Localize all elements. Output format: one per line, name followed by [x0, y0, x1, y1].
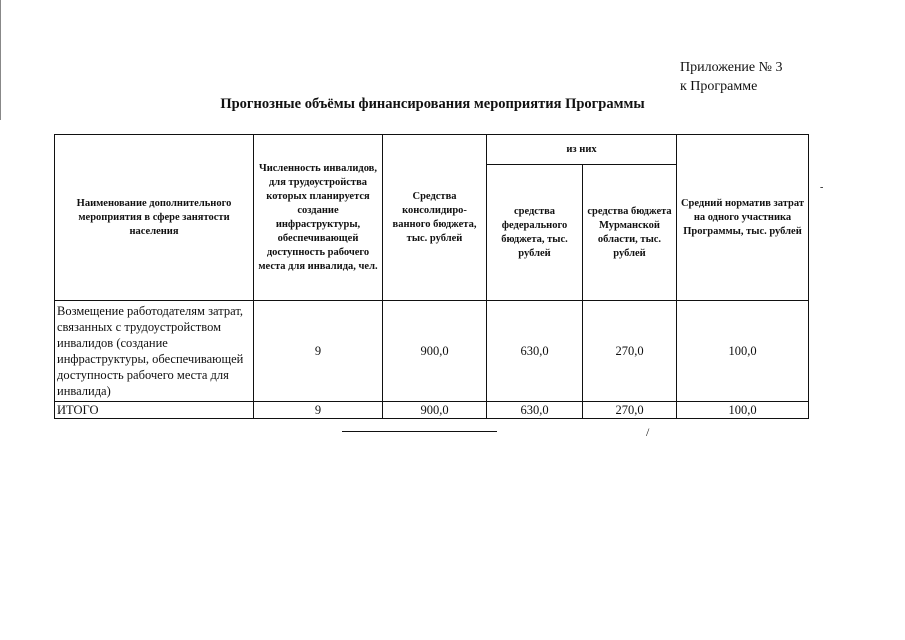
total-label: ИТОГО	[55, 402, 254, 419]
appendix-program-ref: к Программе	[680, 79, 758, 94]
header-row-top	[55, 135, 809, 165]
header-regional: средства бюджета Мурманской области, тыс. рублей	[583, 165, 677, 301]
appendix-label	[680, 58, 783, 96]
financing-table	[54, 134, 809, 419]
stray-slash-mark: /	[646, 425, 650, 439]
total-federal: 630,0	[487, 402, 583, 419]
row-federal: 630,0	[487, 301, 583, 402]
header-consolidated: Средства консолидиро-ванного бюджета, тыс. рублей	[383, 135, 487, 301]
row-norm: 100,0	[677, 301, 809, 402]
row-regional: 270,0	[583, 301, 677, 402]
appendix-number: Приложение № 3	[680, 60, 783, 75]
document-title	[0, 96, 865, 113]
header-name: Наименование дополнительного мероприятия в сфере занятости населения	[55, 135, 254, 301]
header-norm: Средний норматив затрат на одного участника Программы, тыс. рублей	[677, 135, 809, 301]
row-count: 9	[254, 301, 383, 402]
document-title-text: Прогнозные объёмы финансирования мероприятия Программы	[220, 96, 645, 112]
row-consolidated: 900,0	[383, 301, 487, 402]
total-norm: 100,0	[677, 402, 809, 419]
table-row	[55, 301, 809, 402]
total-row	[55, 402, 809, 419]
total-consolidated: 900,0	[383, 402, 487, 419]
header-count: Численность инвалидов, для трудоустройства которых планируется создание инфраструктуры, обеспечивающей доступность рабочего места для инвалида, чел.	[254, 135, 383, 301]
row-measure-name: Возмещение работодателям затрат, связанных с трудоустройством инвалидов (создание инфраструктуры, обеспечивающей доступность рабочего места для инвалида)	[55, 301, 254, 402]
header-federal: средства федерального бюджета, тыс. рублей	[487, 165, 583, 301]
total-regional: 270,0	[583, 402, 677, 419]
total-count: 9	[254, 402, 383, 419]
closing-separator-line	[342, 431, 497, 432]
header-of-them: из них	[487, 135, 677, 165]
stray-dash-mark: -	[820, 182, 824, 193]
